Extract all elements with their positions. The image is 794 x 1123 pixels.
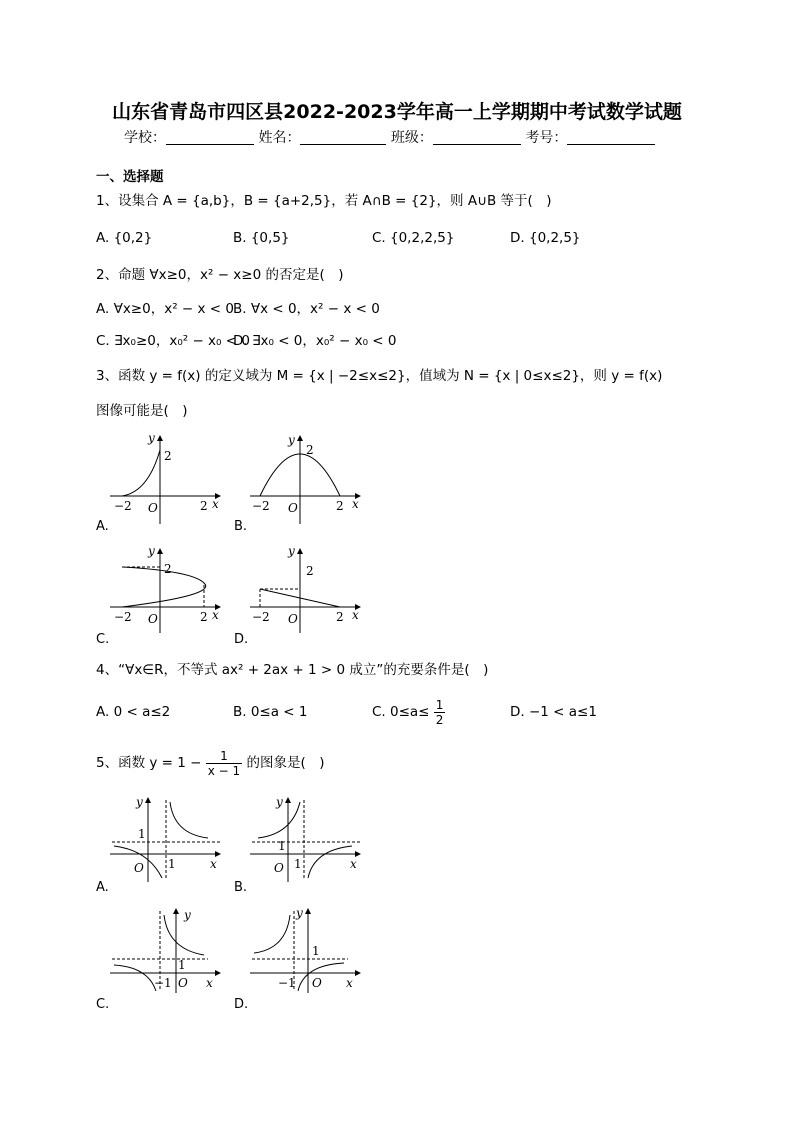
q5-graph-b [248, 794, 368, 884]
x-axis-label: x [212, 497, 219, 511]
origin-label: O [134, 861, 144, 875]
q1-option-c[interactable]: C. {0,2,2,5} [372, 230, 455, 246]
origin-label: O [288, 612, 298, 626]
q5-graph-d [248, 905, 368, 995]
q5-graph-a [108, 794, 228, 884]
x-axis-label: x [212, 608, 219, 622]
y-axis-label: y [136, 795, 143, 809]
y-axis-label: y [288, 433, 295, 447]
x-axis-label: x [352, 608, 359, 622]
q1-stem: 1、设集合 A = {a,b}，B = {a+2,5}，若 A∩B = {2}，则 A∪B 等于( ) [96, 193, 552, 209]
tick-2: 2 [164, 562, 172, 576]
tick-1x: 1 [168, 857, 176, 871]
q3-stem-continued: 图像可能是( ) [96, 403, 188, 419]
y-axis-label: y [276, 795, 283, 809]
origin-label: O [148, 501, 158, 515]
q2-option-a[interactable]: A. ∀x≥0，x² − x < 0 [96, 301, 234, 317]
number-label: 考号： [525, 130, 568, 146]
number-field[interactable] [567, 130, 655, 145]
q3-label-b[interactable]: B. [234, 519, 248, 534]
tick-neg2: −2 [252, 499, 270, 513]
q4-option-c[interactable] [372, 694, 445, 730]
x-axis-label: x [210, 857, 217, 871]
q4-option-a[interactable]: A. 0 < a≤2 [96, 704, 171, 720]
y-axis-label: y [288, 544, 295, 558]
class-label: 班级： [390, 130, 433, 146]
q3-graph-d [248, 545, 368, 635]
q2-option-b[interactable]: B. ∀x < 0，x² − x < 0 [233, 301, 380, 317]
frac-num: 1 [435, 697, 444, 712]
tick-2x: 2 [200, 610, 208, 624]
q5-fraction [206, 749, 242, 778]
school-label: 学校： [124, 130, 166, 146]
q3-graph-a [108, 432, 228, 527]
tick-1: 1 [178, 958, 186, 972]
x-axis-label: x [206, 976, 213, 990]
q1-option-d[interactable]: D. {0,2,5} [510, 230, 581, 246]
origin-label: O [288, 501, 298, 515]
origin-label: O [178, 976, 188, 990]
y-axis-label: y [184, 908, 191, 922]
q1-option-b[interactable]: B. {0,5} [233, 230, 290, 246]
q5-stem [96, 745, 325, 781]
tick-2: 2 [306, 564, 314, 578]
tick-2x: 2 [200, 499, 208, 513]
tick-2x: 2 [336, 610, 344, 624]
q5-label-b[interactable]: B. [234, 880, 248, 895]
q5-stem-pre: 5、函数 y = 1 − [96, 755, 202, 771]
class-field[interactable] [433, 130, 521, 145]
y-axis-label: y [148, 544, 155, 558]
origin-label: O [148, 612, 158, 626]
q4-option-d[interactable]: D. −1 < a≤1 [510, 704, 597, 720]
q5-stem-post: 的图象是( ) [246, 755, 325, 771]
frac-den: 2 [435, 712, 444, 727]
q3-graph-b [248, 432, 368, 527]
q5-graph-c [108, 905, 228, 995]
tick-1x: 1 [294, 857, 302, 871]
tick-neg2: −2 [114, 499, 132, 513]
q5-label-a[interactable]: A. [96, 880, 109, 895]
tick-2: 2 [164, 449, 172, 463]
q2-option-c[interactable]: C. ∃x₀≥0，x₀² − x₀ < 0 [96, 333, 250, 349]
q4-stem: 4、“∀x∈R，不等式 ax² + 2ax + 1 > 0 成立”的充要条件是( ) [96, 662, 489, 678]
q3-label-d[interactable]: D. [234, 632, 249, 647]
exam-title: 山东省青岛市四区县2022-2023学年高一上学期期中考试数学试题 [112, 101, 682, 123]
q5-label-c[interactable]: C. [96, 997, 110, 1012]
q3-stem: 3、函数 y = f(x) 的定义域为 M = {x | −2≤x≤2}，值域为 N = {x | 0≤x≤2}，则 y = f(x) [96, 368, 663, 384]
q2-stem: 2、命题 ∀x≥0，x² − x≥0 的否定是( ) [96, 267, 344, 283]
x-axis-label: x [352, 497, 359, 511]
tick-1: 1 [278, 839, 286, 853]
tick-neg2: −2 [114, 610, 132, 624]
tick-neg1: −1 [154, 976, 172, 990]
tick-2: 2 [306, 443, 314, 457]
tick-2x: 2 [336, 499, 344, 513]
y-axis-label: y [296, 906, 303, 920]
name-label: 姓名： [258, 130, 301, 146]
tick-neg2: −2 [252, 610, 270, 624]
q1-option-a[interactable]: A. {0,2} [96, 230, 153, 246]
q3-graph-c [108, 545, 228, 635]
origin-label: O [274, 861, 284, 875]
x-axis-label: x [350, 857, 357, 871]
q3-label-a[interactable]: A. [96, 519, 109, 534]
q2-option-d[interactable]: D. ∃x₀ < 0，x₀² − x₀ < 0 [233, 333, 397, 349]
q4-option-c-text: C. 0≤a≤ [372, 704, 430, 720]
frac-num: 1 [206, 749, 242, 764]
student-info-line [124, 127, 655, 147]
q5-label-d[interactable]: D. [234, 997, 249, 1012]
frac-den: x − 1 [207, 763, 241, 778]
tick-1: 1 [312, 944, 320, 958]
name-field[interactable] [300, 130, 386, 145]
tick-neg1: −1 [278, 976, 296, 990]
q4-option-c-fraction [434, 698, 446, 727]
origin-label: O [312, 976, 322, 990]
tick-1: 1 [138, 827, 146, 841]
section-heading: 一、选择题 [96, 169, 164, 185]
x-axis-label: x [346, 976, 353, 990]
q4-option-b[interactable]: B. 0≤a < 1 [233, 704, 308, 720]
y-axis-label: y [148, 431, 155, 445]
school-field[interactable] [166, 130, 254, 145]
q3-label-c[interactable]: C. [96, 632, 110, 647]
